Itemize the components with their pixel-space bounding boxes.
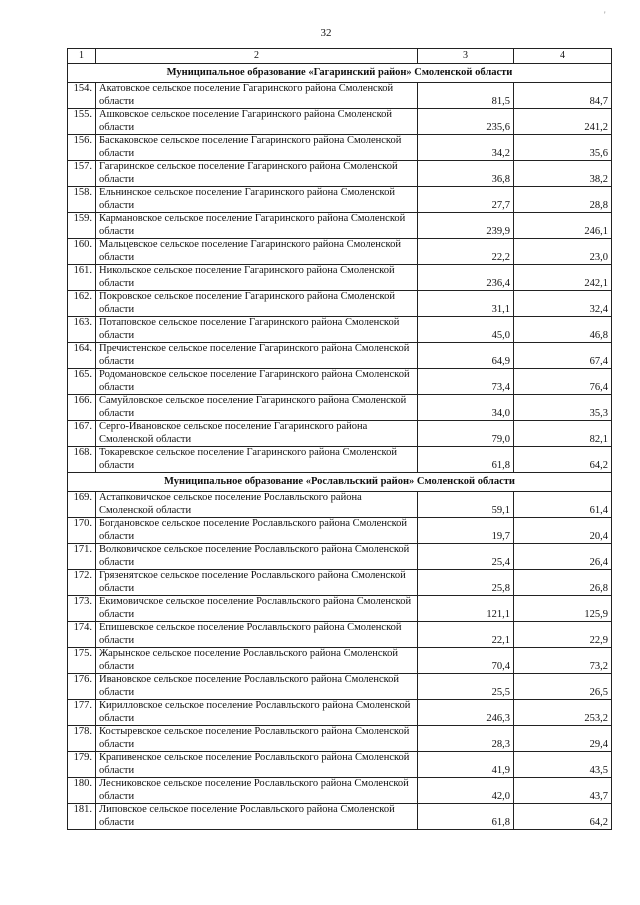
settlement-name: Ивановское сельское поселение Рославльского района Смоленской области [96, 674, 418, 700]
settlement-name: Жарынское сельское поселение Рославльского района Смоленской области [96, 648, 418, 674]
row-number: 168. [68, 447, 96, 473]
value-col4: 64,2 [514, 804, 612, 830]
value-col4: 253,2 [514, 700, 612, 726]
table-row [68, 447, 612, 473]
table-row [68, 596, 612, 622]
value-col4: 26,4 [514, 544, 612, 570]
row-number: 180. [68, 778, 96, 804]
row-number: 156. [68, 135, 96, 161]
row-number: 165. [68, 369, 96, 395]
settlement-name: Потаповское сельское поселение Гагаринского района Смоленской области [96, 317, 418, 343]
row-number: 181. [68, 804, 96, 830]
value-col3: 22,2 [418, 239, 514, 265]
table-row [68, 161, 612, 187]
settlement-name: Никольское сельское поселение Гагаринского района Смоленской области [96, 265, 418, 291]
value-col4: 241,2 [514, 109, 612, 135]
value-col3: 61,8 [418, 447, 514, 473]
table-row [68, 570, 612, 596]
table-row [68, 239, 612, 265]
table-row [68, 726, 612, 752]
row-number: 166. [68, 395, 96, 421]
settlement-name: Грязенятское сельское поселение Рославльского района Смоленской области [96, 570, 418, 596]
value-col3: 64,9 [418, 343, 514, 369]
table-row [68, 343, 612, 369]
table-row [68, 752, 612, 778]
value-col3: 121,1 [418, 596, 514, 622]
section-header-row [68, 473, 612, 492]
settlement-name: Волковичское сельское поселение Рославльского района Смоленской области [96, 544, 418, 570]
value-col4: 67,4 [514, 343, 612, 369]
row-number: 162. [68, 291, 96, 317]
settlement-name: Липовское сельское поселение Рославльского района Смоленской области [96, 804, 418, 830]
value-col4: 61,4 [514, 492, 612, 518]
value-col3: 42,0 [418, 778, 514, 804]
value-col3: 235,6 [418, 109, 514, 135]
settlement-name: Пречистенское сельское поселение Гагаринского района Смоленской области [96, 343, 418, 369]
table-row [68, 187, 612, 213]
value-col3: 25,8 [418, 570, 514, 596]
row-number: 172. [68, 570, 96, 596]
value-col3: 25,5 [418, 674, 514, 700]
settlement-name: Ельнинское сельское поселение Гагаринского района Смоленской области [96, 187, 418, 213]
value-col4: 84,7 [514, 83, 612, 109]
table-row [68, 622, 612, 648]
settlement-name: Костыревское сельское поселение Рославльского района Смоленской области [96, 726, 418, 752]
table-row [68, 213, 612, 239]
value-col4: 35,3 [514, 395, 612, 421]
settlement-name: Кирилловское сельское поселение Рославльского района Смоленской области [96, 700, 418, 726]
table-row [68, 648, 612, 674]
value-col4: 32,4 [514, 291, 612, 317]
settlement-name: Кармановское сельское поселение Гагаринского района Смоленской области [96, 213, 418, 239]
table-row [68, 317, 612, 343]
value-col3: 28,3 [418, 726, 514, 752]
settlement-name: Самуйловское сельское поселение Гагаринского района Смоленской области [96, 395, 418, 421]
settlement-name: Лесниковское сельское поселение Рославльского района Смоленской области [96, 778, 418, 804]
settlement-name: Епишевское сельское поселение Рославльского района Смоленской области [96, 622, 418, 648]
value-col4: 125,9 [514, 596, 612, 622]
settlement-name: Баскаковское сельское поселение Гагаринского района Смоленской области [96, 135, 418, 161]
value-col3: 41,9 [418, 752, 514, 778]
table-row [68, 369, 612, 395]
column-header-2: 2 [96, 49, 418, 64]
settlement-name: Крапивенское сельское поселение Рославльского района Смоленской области [96, 752, 418, 778]
row-number: 167. [68, 421, 96, 447]
value-col3: 34,2 [418, 135, 514, 161]
section-title: Муниципальное образование «Рославльский район» Смоленской области [68, 473, 612, 492]
value-col4: 43,5 [514, 752, 612, 778]
value-col4: 22,9 [514, 622, 612, 648]
table-row [68, 778, 612, 804]
page-number: 32 [320, 27, 332, 39]
row-number: 158. [68, 187, 96, 213]
row-number: 157. [68, 161, 96, 187]
value-col4: 35,6 [514, 135, 612, 161]
value-col3: 45,0 [418, 317, 514, 343]
table-body [68, 49, 612, 830]
row-number: 175. [68, 648, 96, 674]
row-number: 160. [68, 239, 96, 265]
value-col4: 43,7 [514, 778, 612, 804]
settlement-name: Гагаринское сельское поселение Гагаринского района Смоленской области [96, 161, 418, 187]
value-col3: 59,1 [418, 492, 514, 518]
value-col4: 246,1 [514, 213, 612, 239]
value-col3: 239,9 [418, 213, 514, 239]
value-col4: 76,4 [514, 369, 612, 395]
table-row [68, 518, 612, 544]
table-row [68, 700, 612, 726]
column-header-3: 3 [418, 49, 514, 64]
row-number: 164. [68, 343, 96, 369]
row-number: 159. [68, 213, 96, 239]
settlement-name: Богдановское сельское поселение Рославльского района Смоленской области [96, 518, 418, 544]
value-col3: 70,4 [418, 648, 514, 674]
value-col4: 38,2 [514, 161, 612, 187]
table-row [68, 674, 612, 700]
settlement-name: Покровское сельское поселение Гагаринского района Смоленской области [96, 291, 418, 317]
table-row [68, 109, 612, 135]
scan-speck: ' [604, 10, 606, 20]
value-col4: 26,8 [514, 570, 612, 596]
column-number-row [68, 49, 612, 64]
value-col3: 79,0 [418, 421, 514, 447]
value-col4: 73,2 [514, 648, 612, 674]
row-number: 154. [68, 83, 96, 109]
value-col3: 22,1 [418, 622, 514, 648]
value-col3: 61,8 [418, 804, 514, 830]
value-col3: 25,4 [418, 544, 514, 570]
table-row [68, 395, 612, 421]
value-col3: 81,5 [418, 83, 514, 109]
value-col4: 46,8 [514, 317, 612, 343]
row-number: 176. [68, 674, 96, 700]
row-number: 170. [68, 518, 96, 544]
section-header-row [68, 64, 612, 83]
row-number: 161. [68, 265, 96, 291]
row-number: 178. [68, 726, 96, 752]
value-col4: 64,2 [514, 447, 612, 473]
value-col4: 29,4 [514, 726, 612, 752]
value-col4: 20,4 [514, 518, 612, 544]
value-col4: 23,0 [514, 239, 612, 265]
table-row [68, 492, 612, 518]
settlement-name: Родомановское сельское поселение Гагаринского района Смоленской области [96, 369, 418, 395]
row-number: 169. [68, 492, 96, 518]
row-number: 171. [68, 544, 96, 570]
settlement-name: Токаревское сельское поселение Гагаринского района Смоленской области [96, 447, 418, 473]
row-number: 155. [68, 109, 96, 135]
row-number: 179. [68, 752, 96, 778]
value-col4: 26,5 [514, 674, 612, 700]
settlement-name: Мальцевское сельское поселение Гагаринского района Смоленской области [96, 239, 418, 265]
settlement-name: Акатовское сельское поселение Гагаринского района Смоленской области [96, 83, 418, 109]
table-row [68, 544, 612, 570]
value-col4: 242,1 [514, 265, 612, 291]
value-col3: 27,7 [418, 187, 514, 213]
value-col3: 73,4 [418, 369, 514, 395]
value-col4: 28,8 [514, 187, 612, 213]
settlement-name: Астапковичское сельское поселение Рославльского района Смоленской области [96, 492, 418, 518]
value-col3: 34,0 [418, 395, 514, 421]
row-number: 177. [68, 700, 96, 726]
row-number: 173. [68, 596, 96, 622]
value-col3: 236,4 [418, 265, 514, 291]
table-row [68, 291, 612, 317]
value-col3: 36,8 [418, 161, 514, 187]
table-row [68, 804, 612, 830]
table-row [68, 265, 612, 291]
table-row [68, 421, 612, 447]
column-header-4: 4 [514, 49, 612, 64]
value-col4: 82,1 [514, 421, 612, 447]
section-title: Муниципальное образование «Гагаринский район» Смоленской области [68, 64, 612, 83]
value-col3: 31,1 [418, 291, 514, 317]
settlement-name: Ашковское сельское поселение Гагаринского района Смоленской области [96, 109, 418, 135]
row-number: 174. [68, 622, 96, 648]
table-row [68, 135, 612, 161]
value-col3: 246,3 [418, 700, 514, 726]
column-header-1: 1 [68, 49, 96, 64]
row-number: 163. [68, 317, 96, 343]
settlement-name: Екимовичское сельское поселение Рославльского района Смоленской области [96, 596, 418, 622]
settlement-name: Серго-Ивановское сельское поселение Гагаринского района Смоленской области [96, 421, 418, 447]
allocation-table [67, 48, 612, 830]
value-col3: 19,7 [418, 518, 514, 544]
table-row [68, 83, 612, 109]
